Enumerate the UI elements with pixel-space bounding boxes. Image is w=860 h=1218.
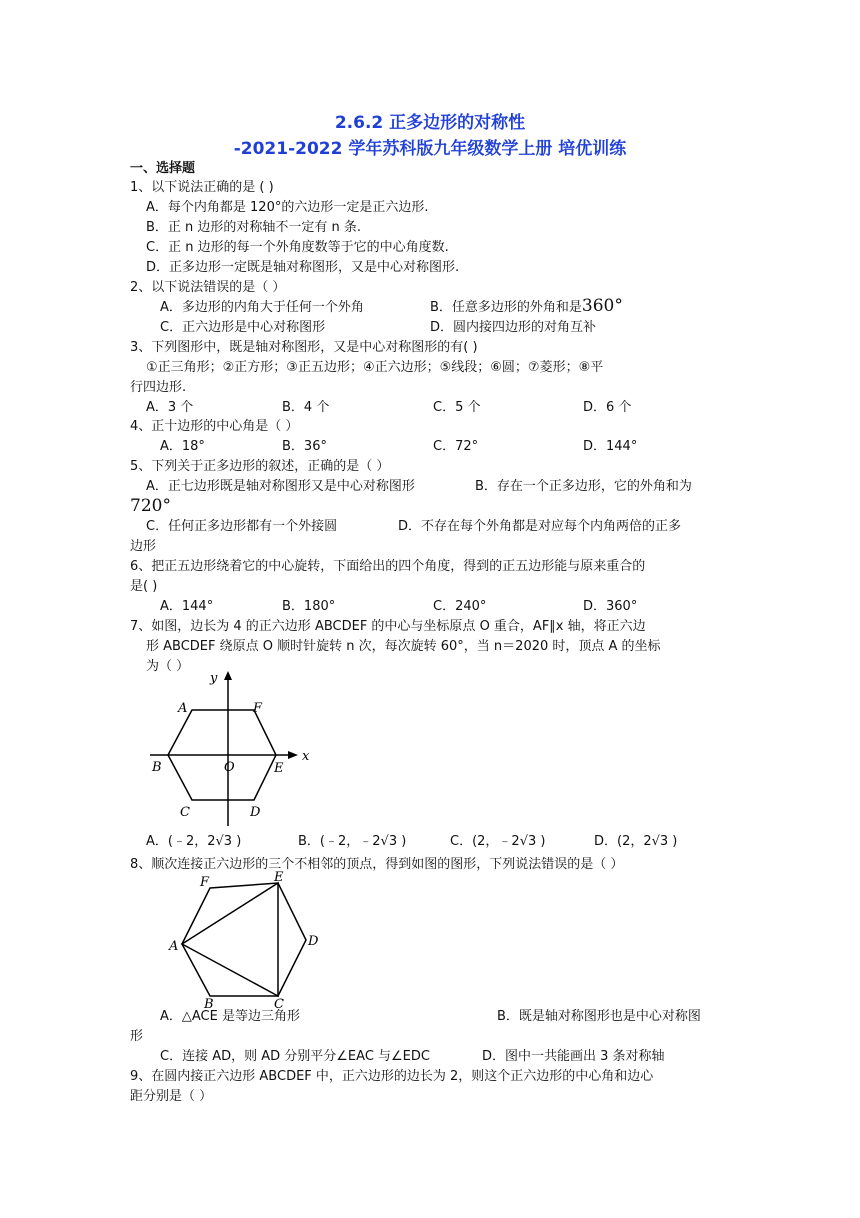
q2-option-c: C．正六边形是中心对称图形 xyxy=(160,320,326,335)
q6-option-d: D．360° xyxy=(583,599,638,614)
q5-option-b-value: 720° xyxy=(130,496,171,516)
q2-option-a: A．多边形的内角大于任何一个外角 xyxy=(160,300,364,315)
q3-option-a: A．3 个 xyxy=(146,400,194,415)
q9-stem-continued: 距分别是（ ） xyxy=(130,1089,213,1104)
q8-hexagon-figure xyxy=(160,868,330,1008)
q2-option-d: D．圆内接四边形的对角互补 xyxy=(430,320,597,335)
q7-hexagon-figure xyxy=(140,668,320,828)
q4-option-b: B．36° xyxy=(282,439,327,454)
section-heading: 一、选择题 xyxy=(130,161,196,176)
q3-items: ①正三角形；②正方形；③正五边形；④正六边形；⑤线段；⑥圆；⑦菱形；⑧平 xyxy=(146,360,604,375)
q4-stem: 4、正十边形的中心角是（ ） xyxy=(130,419,299,434)
label-c: C xyxy=(274,997,284,1008)
q1-option-d: D．正多边形一定既是轴对称图形，又是中心对称图形. xyxy=(146,260,460,275)
q6-option-a: A．144° xyxy=(160,599,214,614)
q1-option-b: B．正 n 边形的对称轴不一定有 n 条. xyxy=(146,220,362,235)
label-x: x xyxy=(302,749,310,764)
q4-option-d: D．144° xyxy=(583,439,638,454)
q5-option-d-continued: 边形 xyxy=(130,539,157,554)
q9-stem: 9、在圆内接正六边形 ABCDEF 中，正六边形的边长为 2，则这个正六边形的中心角和边心 xyxy=(130,1069,654,1084)
triangle-ace xyxy=(182,883,278,996)
q3-option-c: C．5 个 xyxy=(433,400,481,415)
q7-stem-line-2: 形 ABCDEF 绕原点 O 顺时针旋转 n 次，每次旋转 60°，当 n＝2020 时，顶点 A 的坐标 xyxy=(146,639,661,654)
q3-option-d: D．6 个 xyxy=(583,400,632,415)
q6-stem-continued: 是( ) xyxy=(130,579,158,594)
q6-stem: 6、把正五边形绕着它的中心旋转，下面给出的四个角度，得到的正五边形能与原来重合的 xyxy=(130,559,646,574)
q7-option-b: B．(﹣2，﹣2√3 ) xyxy=(298,834,407,849)
q3-option-b: B．4 个 xyxy=(282,400,330,415)
q2-stem: 2、以下说法错误的是（ ） xyxy=(130,280,286,295)
label-y: y xyxy=(210,671,218,686)
q5-stem: 5、下列关于正多边形的叙述，正确的是（ ） xyxy=(130,459,390,474)
q8-option-d: D．图中一共能画出 3 条对称轴 xyxy=(482,1049,665,1064)
label-d: D xyxy=(250,805,261,820)
q2-option-b-text: B．任意多边形的外角和是 xyxy=(430,300,582,315)
q2-option-b xyxy=(430,297,623,317)
q1-option-c: C．正 n 边形的每一个外角度数等于它的中心角度数. xyxy=(146,240,449,255)
q2-option-b-value: 360° xyxy=(581,296,623,316)
label-o: O xyxy=(224,760,235,775)
q8-option-b: B．既是轴对称图形也是中心对称图 xyxy=(497,1009,701,1024)
label-f: F xyxy=(200,875,210,890)
q5-option-d: D．不存在每个外角都是对应每个内角两倍的正多 xyxy=(398,519,682,534)
label-b: B xyxy=(204,997,214,1008)
label-e: E xyxy=(274,870,284,885)
title-line-2: -2021-2022 学年苏科版九年级数学上册 培优训练 xyxy=(233,139,627,159)
y-axis-arrow-icon xyxy=(224,671,232,680)
q3-stem: 3、下列图形中，既是轴对称图形，又是中心对称图形的有( ) xyxy=(130,340,478,355)
q7-stem-line-3: 为（ ） xyxy=(146,659,190,674)
q4-option-a: A．18° xyxy=(160,439,205,454)
x-axis-arrow-icon xyxy=(288,751,298,759)
q8-option-b-continued: 形 xyxy=(130,1029,144,1044)
title-line-1: 2.6.2 正多边形的对称性 xyxy=(334,113,526,133)
q7-option-c: C．(2，﹣2√3 ) xyxy=(450,834,546,849)
q3-items-continued: 行四边形. xyxy=(130,380,187,395)
label-c: C xyxy=(180,805,190,820)
q1-option-a: A．每个内角都是 120°的六边形一定是正六边形. xyxy=(146,200,429,215)
q7-option-a: A．(﹣2，2√3 ) xyxy=(146,834,242,849)
q8-stem: 8、顺次连接正六边形的三个不相邻的顶点，得到如图的图形，下列说法错误的是（ ） xyxy=(130,857,624,872)
label-a: A xyxy=(169,939,179,954)
q5-option-a: A．正七边形既是轴对称图形又是中心对称图形 xyxy=(146,479,415,494)
label-a: A xyxy=(178,701,188,716)
q7-stem-line-1: 7、如图，边长为 4 的正六边形 ABCDEF 的中心与坐标原点 O 重合，AF∥x 轴，将正六边 xyxy=(130,619,646,634)
hexagon-shape xyxy=(182,883,306,996)
label-b: B xyxy=(152,760,162,775)
q8-option-c: C．连接 AD，则 AD 分别平分∠EAC 与∠EDC xyxy=(160,1049,430,1064)
q1-stem: 1、以下说法正确的是 ( ) xyxy=(130,180,274,195)
q5-option-c: C．任何正多边形都有一个外接圆 xyxy=(146,519,338,534)
label-f: F xyxy=(253,701,263,716)
q6-option-c: C．240° xyxy=(433,599,487,614)
q5-option-b: B．存在一个正多边形，它的外角和为 xyxy=(475,479,692,494)
q6-option-b: B．180° xyxy=(282,599,336,614)
q8-option-a: A．△ACE 是等边三角形 xyxy=(160,1009,300,1024)
q7-option-d: D．(2，2√3 ) xyxy=(594,834,678,849)
label-e: E xyxy=(274,761,284,776)
q4-option-c: C．72° xyxy=(433,439,479,454)
label-d: D xyxy=(308,934,319,949)
